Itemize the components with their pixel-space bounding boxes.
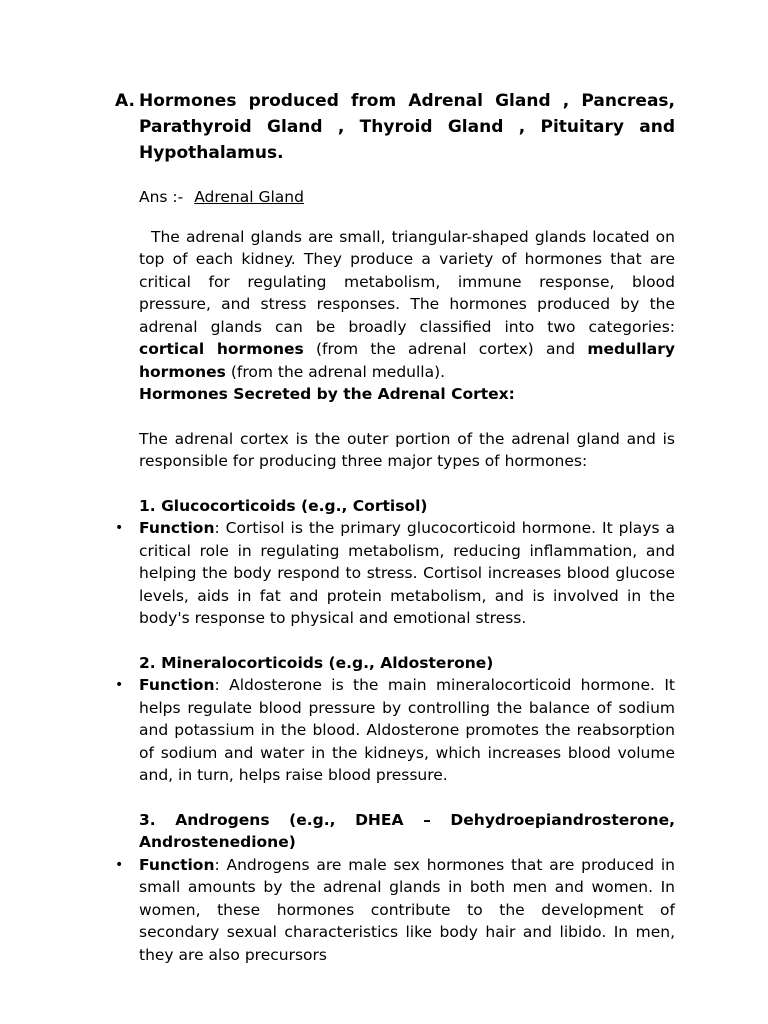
function-text: : Cortisol is the primary glucocorticoid hormone. It plays a critical role in regulating metabolism, reducing inflammation, and helping the body respond to stress. Cortisol increases blood glucose levels, aids in fat and protein metabolism, and is involved in the body's response to physical and emotional stress. — [139, 519, 675, 627]
function-text: : Androgens are male sex hormones that are produced in small amounts by the adrenal glands in both men and women. In women, these hormones contribute to the development of secondary sexual characteristics like body hair and libido. In men, they are also precursors — [139, 855, 675, 964]
answer-body — [115, 186, 675, 966]
bullet-icon: • — [115, 677, 124, 693]
answer-prefix: Ans :- — [139, 188, 184, 206]
intro-bold-cortical: cortical hormones — [139, 340, 304, 358]
list-item-androgens — [115, 854, 675, 967]
list-item-mineralocorticoids — [115, 674, 675, 787]
bullet-icon: • — [115, 520, 124, 536]
intro-paragraph — [139, 226, 675, 384]
function-label: Function — [139, 519, 215, 537]
function-text: : Aldosterone is the main mineralocorticoid hormone. It helps regulate blood pressure by controlling the balance of sodium and potassium in the blood. Aldosterone promotes the reabsorption of sodium and water in the kidneys, which increases blood volume and, in turn, helps raise blood pressure. — [139, 676, 675, 784]
function-label: Function — [139, 855, 215, 874]
section-title-glucocorticoids: 1. Glucocorticoids (e.g., Cortisol) — [139, 496, 428, 515]
topic-title: Adrenal Gland — [194, 188, 304, 206]
intro-text-2: (from the adrenal cortex) and — [303, 340, 588, 358]
question-heading-text: Hormones produced from Adrenal Gland , Pancreas, Parathyroid Gland , Thyroid Gland , Pituitary and Hypothalamus. — [139, 91, 675, 163]
intro-text-1: The adrenal glands are small, triangular-shaped glands located on top of each kidney. They produce a variety of hormones that are critical for regulating metabolism, immune response, blood pressure, and stress responses. The hormones produced by the adrenal glands can be broadly classified into two categories: — [139, 227, 675, 336]
list-item-glucocorticoids — [115, 517, 675, 630]
cortex-heading: Hormones Secreted by the Adrenal Cortex: — [139, 385, 515, 403]
section-title-mineralocorticoids: 2. Mineralocorticoids (e.g., Aldosterone) — [139, 653, 494, 672]
function-label: Function — [139, 676, 215, 694]
bullet-icon: • — [115, 856, 124, 873]
question-heading — [115, 88, 675, 166]
intro-bold-medullary: medullary hormones — [139, 340, 675, 381]
section-title-androgens: 3. Androgens (e.g., DHEA – Dehydroepiandrosterone, Androstenedione) — [139, 810, 675, 851]
answer-label — [139, 186, 675, 209]
list-marker: A. — [115, 91, 135, 111]
intro-text-3: (from the adrenal medulla). — [225, 362, 446, 381]
cortex-intro-paragraph: The adrenal cortex is the outer portion of the adrenal gland and is responsible for producing three major types of hormones: — [139, 429, 675, 470]
